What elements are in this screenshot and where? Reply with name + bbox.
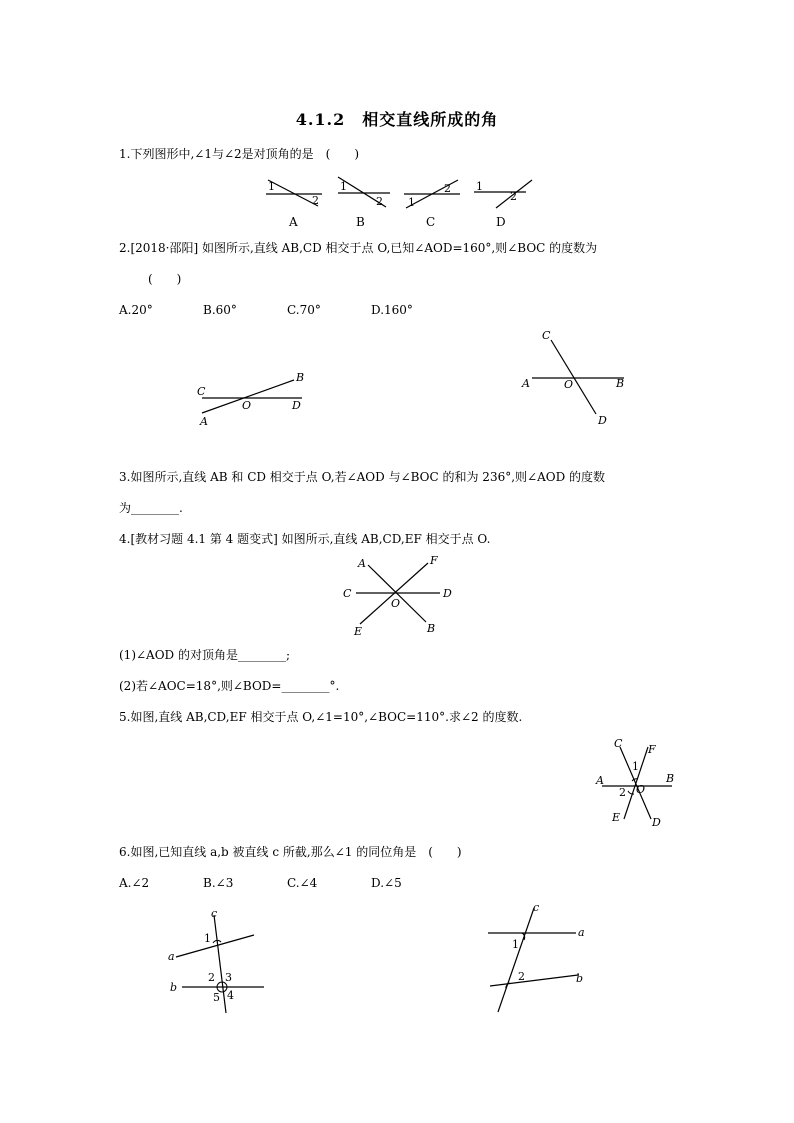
q5-stem: 5.如图,直线 AB,CD,EF 相交于点 O,∠1=10°,∠BOC=110°.求∠2 的度数. — [119, 710, 523, 724]
svg-text:1: 1 — [204, 932, 211, 945]
q2-choice-a: A.20° — [119, 303, 153, 317]
svg-text:5: 5 — [213, 991, 220, 1004]
svg-text:1: 1 — [632, 760, 639, 773]
svg-text:C: C — [614, 737, 623, 750]
q2-choice-c: C.70° — [287, 303, 321, 317]
q6-choice-b: B.∠3 — [203, 876, 234, 890]
q6-figure-1 — [166, 905, 271, 1020]
q2-figure — [190, 370, 320, 430]
svg-text:2: 2 — [518, 970, 525, 983]
q6-choice-a: A.∠2 — [119, 876, 150, 890]
svg-text:D: D — [652, 816, 661, 829]
q3-figure — [518, 325, 638, 430]
q5-figure — [592, 737, 682, 831]
q1-stem: 1.下列图形中,∠1与∠2是对顶角的是 ( ) — [119, 147, 360, 161]
q6-choice-c: C.∠4 — [287, 876, 318, 890]
svg-text:A: A — [358, 557, 366, 570]
svg-text:A: A — [522, 377, 530, 390]
svg-text:F: F — [648, 743, 656, 756]
svg-text:A: A — [200, 415, 208, 428]
svg-text:F: F — [430, 554, 438, 567]
svg-text:4: 4 — [227, 989, 234, 1002]
q1-option-a-label: A — [289, 215, 298, 229]
svg-text:C: C — [197, 385, 206, 398]
q4-figure — [340, 552, 460, 638]
svg-text:1: 1 — [268, 180, 275, 193]
svg-text:a: a — [578, 926, 585, 939]
q1-option-d-label: D — [496, 215, 506, 229]
svg-text:a: a — [168, 950, 175, 963]
svg-text:1: 1 — [512, 938, 519, 951]
svg-text:B: B — [666, 772, 675, 785]
svg-text:2: 2 — [376, 195, 383, 208]
svg-text:2: 2 — [444, 182, 451, 195]
q6-figure-2 — [484, 898, 589, 1018]
q2-stem-line1: 2.[2018·邵阳] 如图所示,直线 AB,CD 相交于点 O,已知∠AOD=160°,则∠BOC 的度数为 — [119, 241, 598, 255]
q4-stem: 4.[教材习题 4.1 第 4 题变式] 如图所示,直线 AB,CD,EF 相交于点 O. — [119, 532, 491, 546]
svg-text:1: 1 — [408, 196, 415, 209]
q2-stem-line2: ( ) — [148, 272, 182, 286]
svg-text:1: 1 — [340, 180, 347, 193]
q4-part2: (2)若∠AOC=18°,则∠BOD=________°. — [119, 679, 340, 693]
svg-text:E: E — [354, 625, 363, 638]
svg-text:3: 3 — [225, 971, 232, 984]
svg-text:O: O — [564, 378, 574, 391]
q2-choice-d: D.160° — [371, 303, 413, 317]
q6-choice-d: D.∠5 — [371, 876, 402, 890]
svg-text:2: 2 — [619, 786, 626, 799]
svg-text:B: B — [616, 377, 625, 390]
svg-text:c: c — [533, 901, 540, 914]
q1-figure-d — [472, 176, 534, 210]
svg-text:2: 2 — [510, 190, 517, 203]
page-title: 4.1.2 相交直线所成的角 — [295, 110, 499, 129]
q1-option-c-label: C — [426, 215, 436, 229]
svg-text:O: O — [636, 783, 646, 796]
q1-figure-c — [402, 176, 462, 210]
q3-stem-line1: 3.如图所示,直线 AB 和 CD 相交于点 O,若∠AOD 与∠BOC 的和为 236°,则∠AOD 的度数 — [119, 470, 606, 484]
svg-text:D: D — [443, 587, 452, 600]
q1-option-b-label: B — [356, 215, 365, 229]
svg-text:2: 2 — [208, 971, 215, 984]
svg-text:A: A — [596, 774, 604, 787]
q1-figure-b — [334, 173, 390, 209]
q2-choice-b: B.60° — [203, 303, 237, 317]
svg-text:O: O — [242, 399, 252, 412]
q3-stem-line2: 为________. — [119, 501, 183, 515]
svg-text:B: B — [296, 371, 305, 384]
svg-text:1: 1 — [476, 180, 483, 193]
q1-figure-a — [262, 176, 324, 210]
svg-text:c: c — [211, 907, 218, 920]
svg-text:O: O — [391, 597, 401, 610]
svg-text:D: D — [292, 399, 301, 412]
q6-stem: 6.如图,已知直线 a,b 被直线 c 所截,那么∠1 的同位角是 ( ) — [119, 845, 462, 859]
svg-text:E: E — [612, 811, 621, 824]
q4-part1: (1)∠AOD 的对顶角是________; — [119, 648, 291, 662]
svg-text:b: b — [170, 981, 178, 994]
svg-text:C: C — [542, 329, 551, 342]
svg-text:b: b — [576, 972, 584, 985]
svg-text:B: B — [427, 622, 436, 635]
svg-text:2: 2 — [312, 194, 319, 207]
svg-text:C: C — [343, 587, 352, 600]
svg-text:D: D — [598, 414, 607, 427]
